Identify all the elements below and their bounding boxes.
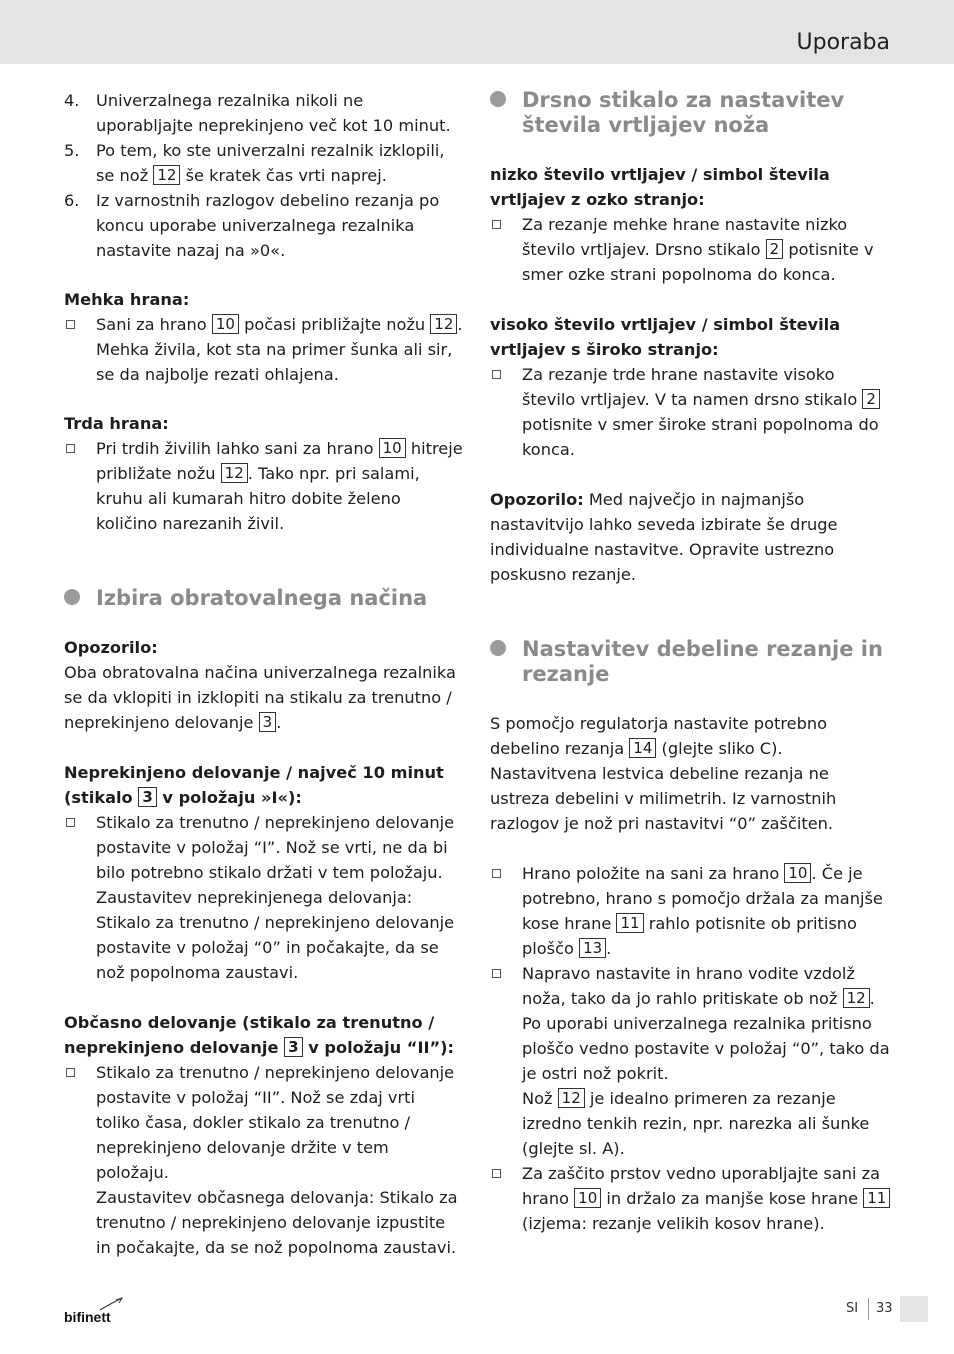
high-speed: visoko število vrtljajev / simbol števila vrtljajev s široko stranjo: Za rezanje trde hrane nastavite visoko število vrtljajev. V ta namen drsno stikalo 2 potisnite v smer široke strani popolnoma do konca. [490,312,892,462]
ref-box: 12 [843,988,870,1008]
right-column [490,88,892,1236]
ref-box: 12 [558,1088,585,1108]
ref-box: 14 [629,738,656,758]
square-bullet-icon [66,444,75,453]
list-item: Pri trdih živilih lahko sani za hrano 10 hitreje približate nožu 12 . Tako npr. pri salami, kruhu ali kumarah hitro dobite želeno količino narezanih živil. [64,436,464,536]
ref-box: 3 [284,1037,302,1057]
list-item: Za rezanje mehke hrane nastavite nizko število vrtljajev. Drsno stikalo 2 potisnite v smer ozke strani popolnoma do konca. [490,212,892,287]
ref-box: 2 [862,389,880,409]
speed-section-title: Drsno stikalo za nastavitev števila vrtljajev noža [490,88,892,138]
square-bullet-icon [492,1169,501,1178]
ref-box: 12 [153,165,180,185]
occasional-mode: Občasno delovanje (stikalo za trenutno / neprekinjeno delovanje 3 v položaju “II”): Stikalo za trenutno / neprekinjeno delovanje postavite v položaj “II”. Nož se zdaj vrti toliko časa, dokler stikalo za trenutno / neprekinjeno delovanje držite v tem položaju. Zaustavitev občasnega delovanja: Stikalo za trenutno / neprekinjeno delovanje izpustite in počakajte, da se nož popolnoma zaustavi. [64,1010,464,1260]
footer-tab [900,1296,928,1322]
list-item: Stikalo za trenutno / neprekinjeno delovanje postavite v položaj “I”. Nož se vrti, ne da bi bilo potrebno stikalo držati v tem položaju. Zaustavitev neprekinjenega delovanja: Stikalo za trenutno / neprekinjeno delovanje postavite v položaj “0” in počakajte, da se nož popolnoma zaustavi. [64,810,464,985]
bullet-dot-icon [64,589,80,605]
numbered-steps [64,88,464,263]
ref-box: 10 [784,863,811,883]
square-bullet-icon [66,818,75,827]
ref-box: 3 [259,712,277,732]
list-item: 5. Po tem, ko ste univerzalni rezalnik izklopili, se nož 12 še kratek čas vrti naprej. [64,141,445,185]
list-item: 6. Iz varnostnih razlogov debelino rezanja po koncu uporabe univerzalnega rezalnika nastavite nazaj na »0«. [64,191,440,260]
ref-box: 12 [221,463,248,483]
ref-box: 12 [430,314,457,334]
list-item: Napravo nastavite in hrano vodite vzdolž noža, tako da jo rahlo pritiskate ob nož 12 . Po uporabi univerzalnega rezalnika pritisno ploščo vedno postavite v položaj “0”, tako da je ostri nož pokrit. Nož 12 je idealno primeren za rezanje izredno tenkih rezin, npr. narezka ali šunke (glejte sl. A). [490,961,892,1161]
list-item: 4. Univerzalnega rezalnika nikoli ne uporabljajte neprekinjeno več kot 10 minut. [64,91,451,135]
speed-note: Opozorilo: Med največjo in najmanjšo nastavitvijo lahko seveda izbirate še druge individualne nastavitve. Opravite ustrezno poskusno rezanje. [490,490,838,584]
mode-section-title: Izbira obratovalnega načina [64,586,464,611]
square-bullet-icon [66,320,75,329]
ref-box: 13 [579,938,606,958]
bifinett-logo [64,1296,128,1326]
list-item: Hrano položite na sani za hrano 10 . Če je potrebno, hrano s pomočjo držala za manjše kose hrane 11 rahlo potisnite ob pritisno ploščo 13 . [490,861,892,961]
ref-box: 3 [138,787,156,807]
ref-box: 10 [212,314,239,334]
footer-divider [868,1298,869,1320]
ref-box: 10 [574,1188,601,1208]
square-bullet-icon [492,969,501,978]
page-number: 33 [876,1301,893,1316]
ref-box: 2 [766,239,784,259]
low-speed: nizko število vrtljajev / simbol števila vrtljajev z ozko stranjo: Za rezanje mehke hrane nastavite nizko število vrtljajev. Drsno stikalo 2 potisnite v smer ozke strani popolnoma do konca. [490,162,892,287]
page-title: Uporaba [796,30,890,55]
left-column [64,88,464,1260]
thickness-intro: S pomočjo regulatorja nastavite potrebno debelino rezanja 14 (glejte sliko C). Nastavitvena lestvica debeline rezanja ne ustreza debelini v milimetrih. Iz varnostnih razlogov je nož pri nastavitvi “0” zaščiten. [490,714,837,833]
continuous-mode: Neprekinjeno delovanje / največ 10 minut (stikalo 3 v položaju »I«): Stikalo za trenutno / neprekinjeno delovanje postavite v položaj “I”. Nož se vrti, ne da bi bilo potrebno stikalo držati v tem položaju. Zaustavitev neprekinjenega delovanja: Stikalo za trenutno / neprekinjeno delovanje postavite v položaj “0” in počakajte, da se nož popolnoma zaustavi. [64,760,464,985]
page-header [0,0,954,64]
square-bullet-icon [66,1068,75,1077]
svg-text:bifinett: bifinett [64,1309,111,1325]
ref-box: 11 [863,1188,890,1208]
hard-food-section [64,411,464,536]
list-item: Sani za hrano 10 počasi približajte nožu 12 . Mehka živila, kot sta na primer šunka ali sir, se da najbolje rezati ohlajena. [64,312,464,387]
mode-note: Opozorilo: Oba obratovalna načina univerzalnega rezalnika se da vklopiti in izklopiti na stikalu za trenutno / neprekinjeno delovanje 3 . [64,638,456,732]
ref-box: 11 [616,913,643,933]
square-bullet-icon [492,869,501,878]
soft-food-section [64,287,464,387]
square-bullet-icon [492,220,501,229]
thickness-steps [490,861,892,1236]
soft-food-heading: Mehka hrana: [64,290,190,309]
square-bullet-icon [492,370,501,379]
list-item: Za zaščito prstov vedno uporabljajte sani za hrano 10 in držalo za manjše kose hrane 11 (izjema: rezanje velikih kosov hrane). [490,1161,892,1236]
list-item: Za rezanje trde hrane nastavite visoko število vrtljajev. V ta namen drsno stikalo 2 potisnite v smer široke strani popolnoma do konca. [490,362,892,462]
language-code: SI [846,1301,859,1316]
thickness-section-title: Nastavitev debeline rezanje in rezanje [490,637,892,687]
list-item: Stikalo za trenutno / neprekinjeno delovanje postavite v položaj “II”. Nož se zdaj vrti toliko časa, dokler stikalo za trenutno / neprekinjeno delovanje držite v tem položaju. Zaustavitev občasnega delovanja: Stikalo za trenutno / neprekinjeno delovanje izpustite in počakajte, da se nož popolnoma zaustavi. [64,1060,464,1260]
hard-food-heading: Trda hrana: [64,414,169,433]
bullet-dot-icon [490,640,506,656]
ref-box: 10 [379,438,406,458]
bullet-dot-icon [490,91,506,107]
